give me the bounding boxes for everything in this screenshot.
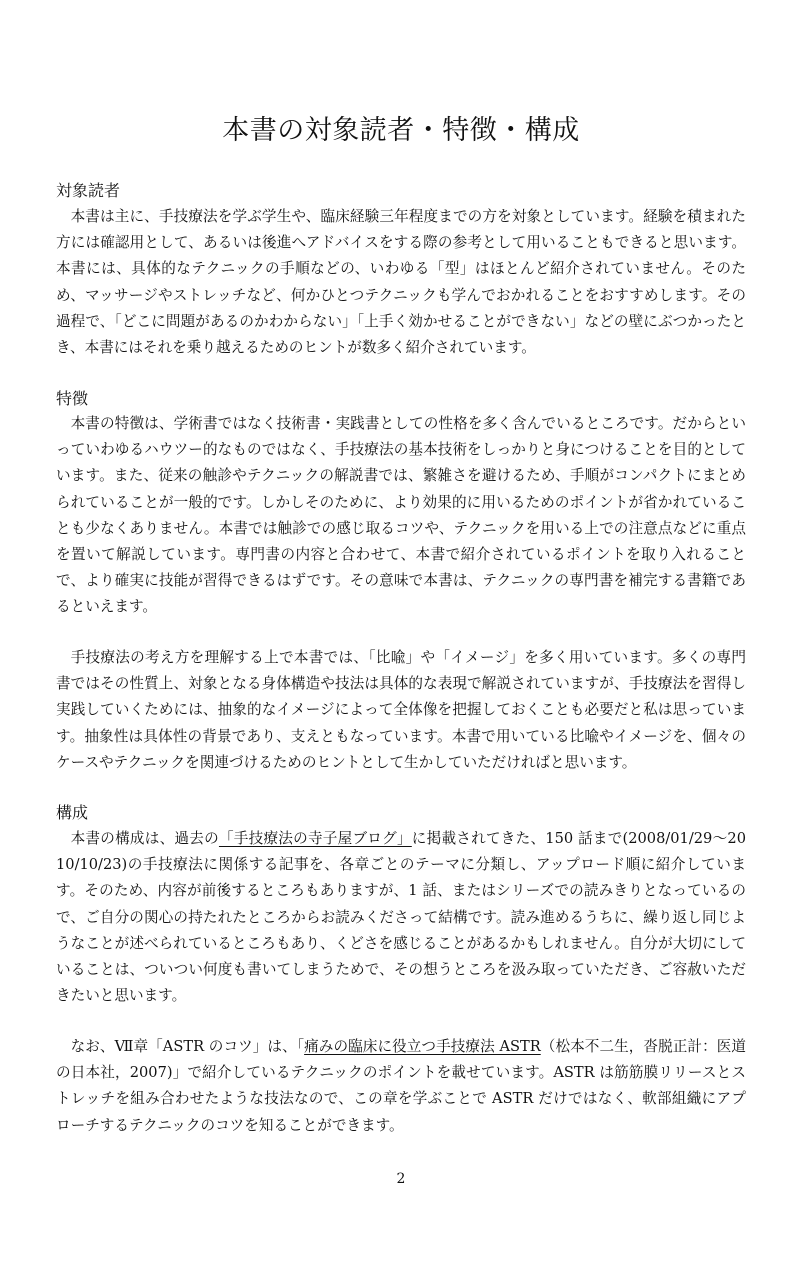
structure-p2-text-after: （松本不二生，沓脱正計：医道の日本社，2007)」で紹介しているテクニックのポイントを載せています。ASTR は筋筋膜リリースとストレッチを組み合わせたような技法なので、この章を学ぶことで ASTR だけではなく、軟部組織にアプローチするテクニックのコツを知ることができます。	[56, 1038, 746, 1134]
section-heading-readers: 対象読者	[56, 181, 121, 200]
structure-p2-text-before: なお、Ⅶ章「ASTR のコツ」は、「	[70, 1038, 305, 1055]
features-paragraph-2: 手技療法の考え方を理解する上で本書では、「比喩」や「イメージ」を多く用いています。多くの専門書ではその性質上、対象となる身体構造や技法は具体的な表現で解説されていますが、手技療法を習得し実践していくためには、抽象的なイメージによって全体像を把握しておくことも必要だと私は思っています。抽象性は具体性の背景であり、支えともなっています。本書で用いている比喩やイメージを、個々のケースやテクニックを関連づけるためのヒントとして生かしていただければと思います。	[56, 649, 746, 771]
blog-link[interactable]: 「手技療法の寺子屋ブログ」	[218, 830, 412, 847]
features-paragraph-1: 本書の特徴は、学術書ではなく技術書・実践書としての性格を多く含んでいるところです。だからといっていわゆるハウツー的なものではなく、手技療法の基本技術をしっかりと身につけることを目的としています。また、従来の触診やテクニックの解説書では、繁雑さを避けるため、手順がコンパクトにまとめられていることが一般的です。しかしそのために、より効果的に用いるためのポイントが省かれていることも少なくありません。本書では触診での感じ取るコツや、テクニックを用いる上での注意点などに重点を置いて解説しています。専門書の内容と合わせて、本書で紹介されているポイントを取り入れることで、より確実に技能が習得できるはずです。その意味で本書は、テクニックの専門書を補完する書籍であるといえます。	[56, 415, 746, 616]
structure-paragraph-1	[56, 826, 746, 1009]
section-heading-features: 特徴	[56, 389, 89, 408]
structure-p1-text-before: 本書の構成は、過去の	[70, 830, 219, 847]
page-title: 本書の対象読者・特徴・構成	[222, 115, 580, 146]
structure-p1-text-after: に掲載されてきた、150 話まで(2008/01/29～2010/10/23)の手技療法に関係する記事を、各章ごとのテーマに分類し、アップロード順に紹介しています。そのため、内容が前後するところもありますが、1 話、またはシリーズでの読みきりとなっているので、ご自分の関心の持たれたところからお読みくださって結構です。読み進めるうちに、繰り返し同じようなことが述べられているところもあり、くどさを感じることがあるかもしれません。自分が大切にしていることは、ついつい何度も書いてしまうためで、その想うところを汲み取っていただき、ご容赦いただきたいと思います。	[56, 830, 746, 1005]
page-number: 2	[396, 1171, 406, 1187]
readers-paragraph: 本書は主に、手技療法を学ぶ学生や、臨床経験三年程度までの方を対象としています。経験を積まれた方には確認用として、あるいは後進へアドバイスをする際の参考として用いることもできると思います。本書には、具体的なテクニックの手順などの、いわゆる「型」はほとんど紹介されていません。そのため、マッサージやストレッチなど、何かひとつテクニックも学んでおかれることをおすすめします。その過程で、「どこに問題があるのかわからない」「上手く効かせることができない」などの壁にぶつかったとき、本書にはそれを乗り越えるためのヒントが数多く紹介されています。	[56, 208, 746, 357]
book-link[interactable]: 痛みの臨床に役立つ手技療法 ASTR	[304, 1038, 541, 1055]
document-page	[56, 0, 746, 1280]
section-heading-structure: 構成	[56, 803, 89, 822]
structure-paragraph-2	[56, 1034, 746, 1139]
